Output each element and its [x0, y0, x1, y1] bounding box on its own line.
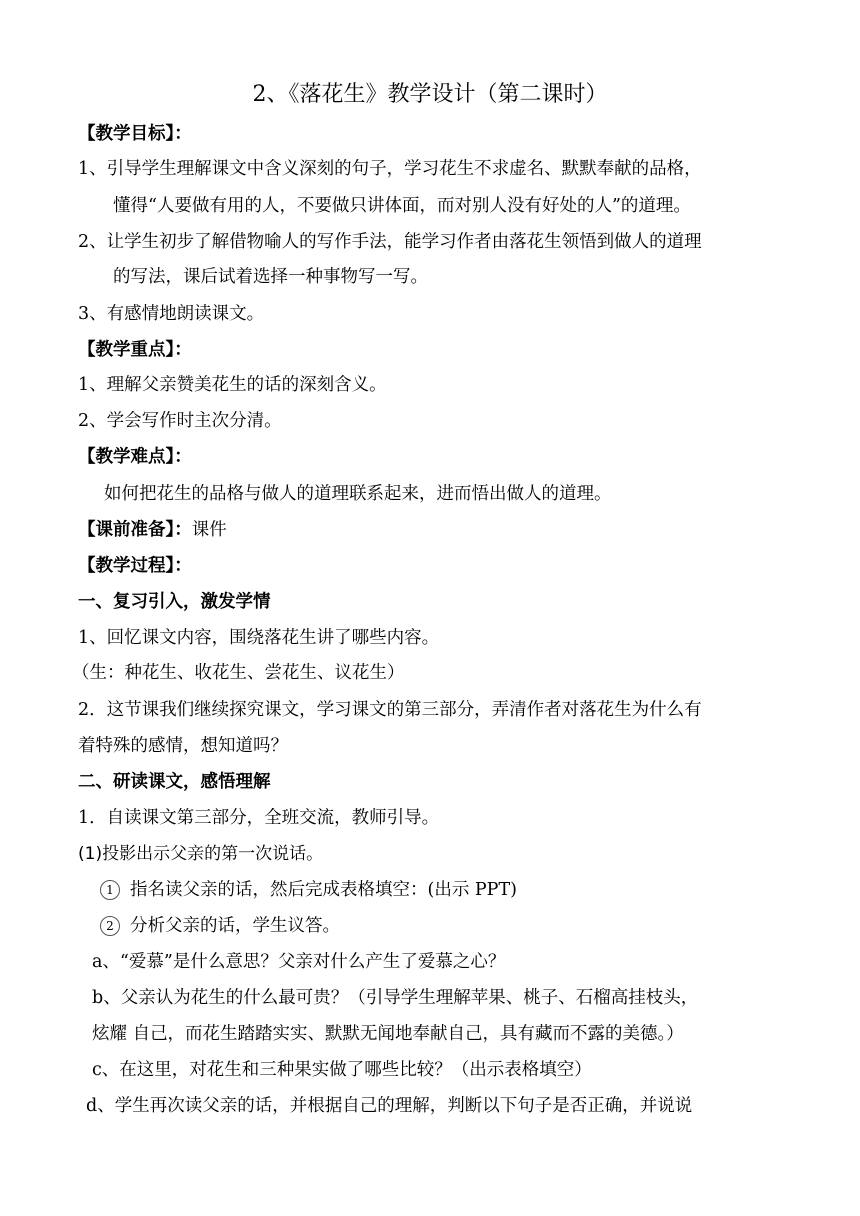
step-line: [100, 878, 517, 902]
objective-line: 懂得“人要做有用的人，不要做只讲体面，而对别人没有好处的人”的道理。: [113, 196, 691, 216]
question-line: a、“爱慕”是什么意思？父亲对什么产生了爱慕之心？: [92, 952, 506, 972]
key-point-line: 2、学会写作时主次分清。: [78, 411, 282, 431]
section2-heading: 二、研读课文，感悟理解: [78, 772, 271, 792]
section1-heading: 一、复习引入，激发学情: [78, 592, 271, 612]
section2-line: 1．自读课文第三部分，全班交流，教师引导。: [78, 808, 440, 828]
step-line: [100, 914, 340, 938]
objective-line: 的写法，课后试着选择一种事物写一写。: [113, 267, 428, 287]
key-point-line: 1、理解父亲赞美花生的话的深刻含义。: [78, 375, 387, 395]
circled-number: 1: [100, 880, 120, 900]
section1-line: 着特殊的感情，想知道吗？: [78, 736, 288, 756]
section1-line: 2．这节课我们继续探究课文，学习课文的第三部分，弄清作者对落花生为什么有: [78, 700, 702, 720]
objective-line: 3、有感情地朗读课文。: [78, 304, 265, 324]
circled-number: 2: [100, 916, 120, 936]
question-line: c、在这里，对花生和三种果实做了哪些比较？（出示表格填空）: [92, 1060, 592, 1080]
preparation-text: 课件: [191, 520, 227, 540]
section1-line: 1、回忆课文内容，围绕落花生讲了哪些内容。: [78, 628, 440, 648]
objective-line: 1、引导学生理解课文中含义深刻的句子，学习花生不求虚名、默默奉献的品格，: [78, 159, 702, 179]
question-line: b、父亲认为花生的什么最可贵？（引导学生理解苹果、桃子、石榴高挂枝头，: [92, 988, 699, 1008]
question-line: 炫耀 自己，而花生踏踏实实、默默无闻地奉献自己，具有藏而不露的美德。）: [92, 1024, 684, 1044]
section2-subheading: (1)投影出示父亲的第一次说话。: [78, 844, 324, 864]
document-title: 2、《落花生》教学设计（第二课时）: [252, 82, 608, 107]
step-text: 分析父亲的话，学生议答。: [130, 916, 340, 936]
difficulties-text: 如何把花生的品格与做人的道理联系起来，进而悟出做人的道理。: [104, 484, 612, 504]
objective-line: 2、让学生初步了解借物喻人的写作手法，能学习作者由落花生领悟到做人的道理: [78, 232, 702, 252]
objectives-heading: 【教学目标】：: [78, 124, 192, 144]
question-line: d、学生再次读父亲的话，并根据自己的理解，判断以下句子是否正确，并说说: [86, 1096, 693, 1116]
difficulties-heading: 【教学难点】：: [78, 447, 192, 467]
process-heading: 【教学过程】：: [78, 556, 192, 576]
key-points-heading: 【教学重点】：: [78, 340, 192, 360]
preparation-heading: 【课前准备】：: [78, 520, 192, 540]
section1-line: （生：种花生、收花生、尝花生、议花生）: [72, 663, 405, 683]
step-text: 指名读父亲的话，然后完成表格填空：(出示 PPT): [130, 880, 517, 900]
preparation-line: [78, 518, 227, 542]
